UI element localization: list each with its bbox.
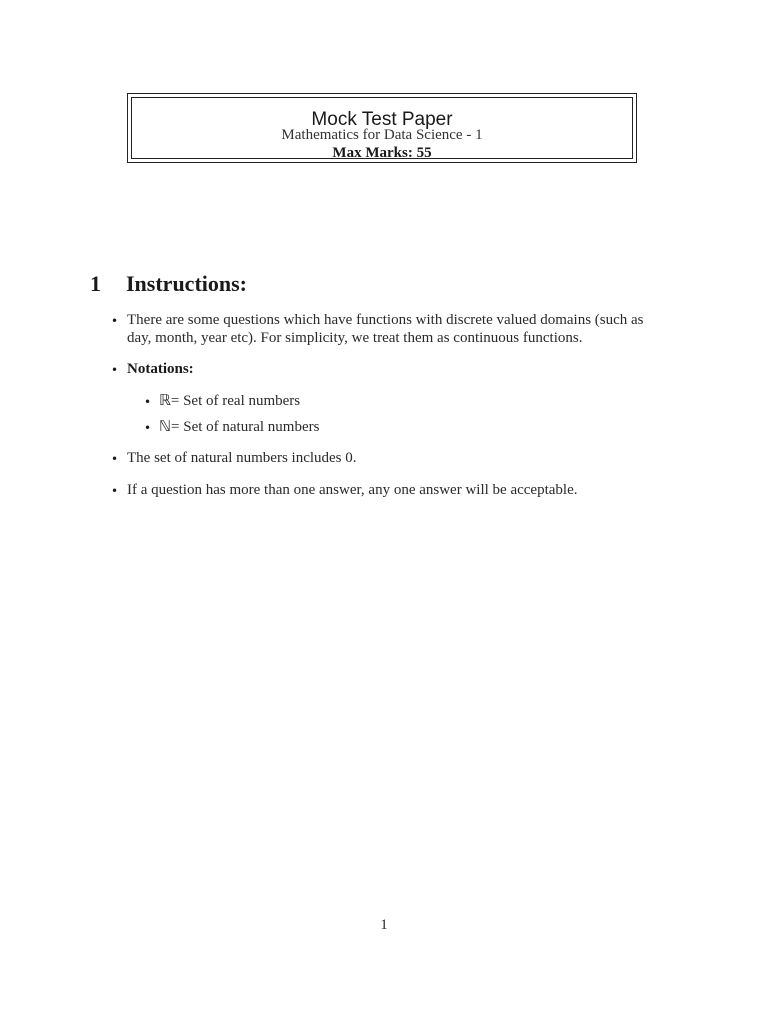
section-title: Instructions: (126, 271, 248, 296)
title-box-inner-border (131, 97, 633, 159)
notation-real-numbers: ℝ= Set of real numbers (159, 393, 301, 409)
bullet-icon: • (111, 363, 119, 377)
max-marks: Max Marks: 55 (332, 145, 432, 161)
instruction-item-1-line-2: day, month, year etc). For simplicity, we treat them as continuous functions. (127, 330, 583, 346)
instruction-item-notations: Notations: (127, 361, 194, 377)
bullet-icon: • (111, 484, 119, 498)
document-title: Mock Test Paper (311, 109, 453, 130)
instruction-item-4: If a question has more than one answer, any one answer will be acceptable. (127, 482, 578, 498)
bullet-icon: • (111, 452, 119, 466)
document-subtitle: Mathematics for Data Science - 1 (281, 127, 483, 143)
bullet-icon: • (111, 314, 119, 328)
notation-natural-numbers: ℕ= Set of natural numbers (159, 419, 320, 435)
bullet-icon: • (144, 421, 152, 435)
section-number: 1 (90, 271, 101, 296)
instruction-item-3: The set of natural numbers includes 0. (127, 450, 357, 466)
bullet-icon: • (144, 395, 152, 409)
title-box (127, 93, 637, 163)
section-heading (90, 271, 247, 297)
page-number: 1 (380, 917, 388, 933)
instruction-item-1-line-1: There are some questions which have functions with discrete valued domains (such as (127, 312, 644, 328)
